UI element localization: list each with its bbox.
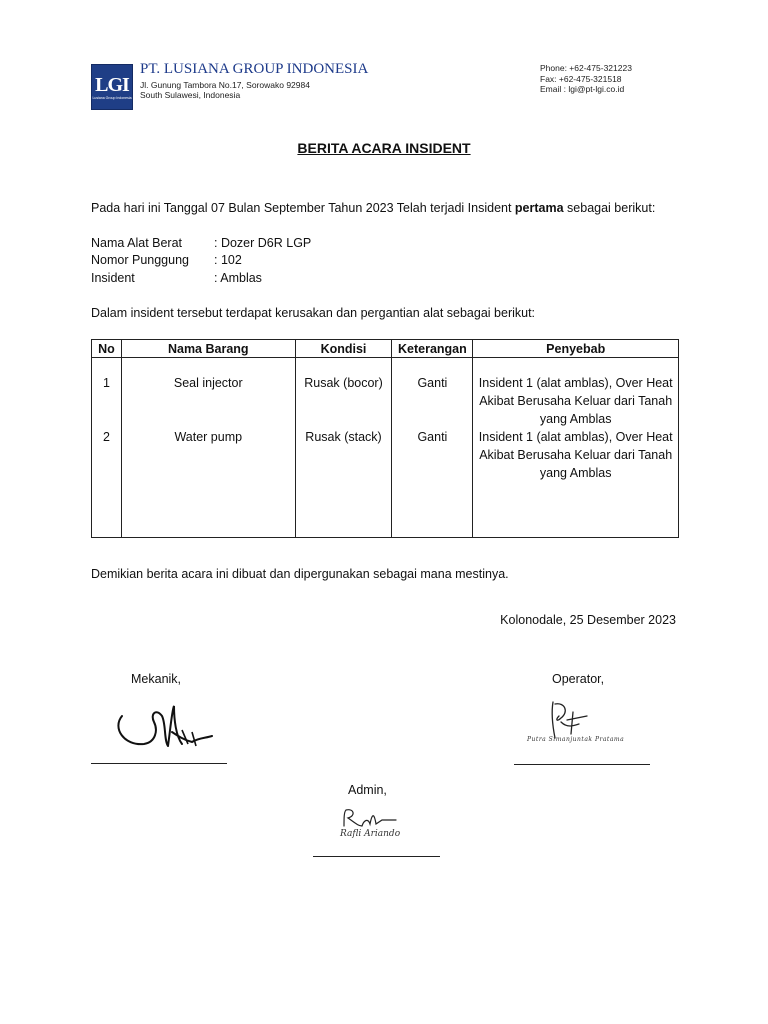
mechanic-signature (112, 702, 216, 750)
admin-signature-line (313, 856, 440, 857)
cell-no: 2 (92, 428, 122, 538)
address-line-2: South Sulawesi, Indonesia (140, 90, 241, 100)
operator-signature-line (514, 764, 650, 765)
cell-item: Seal injector (121, 358, 295, 429)
detail-key-equipment: Nama Alat Berat (91, 236, 183, 250)
intro-text-before: Pada hari ini Tanggal 07 Bulan September Tahun 2023 Telah terjadi Insident (91, 201, 515, 215)
phone-text: Phone: +62-475-321223 (540, 63, 632, 73)
detail-value-unit-number: : 102 (214, 253, 242, 267)
company-address (140, 80, 310, 100)
cell-note: Ganti (392, 358, 473, 429)
place-date: Kolonodale, 25 Desember 2023 (500, 613, 676, 627)
cell-cause: Insident 1 (alat amblas), Over Heat Akibat Berusaha Keluar dari Tanah yang Amblas (473, 428, 679, 538)
table-header-row (92, 340, 679, 358)
company-name: PT. LUSIANA GROUP INDONESIA (140, 61, 369, 77)
mechanic-label: Mekanik, (131, 672, 182, 686)
detail-key-incident: Insident (91, 271, 135, 285)
col-header-no: No (92, 340, 122, 358)
admin-handwritten-name: Rafli Ariando (340, 829, 401, 839)
intro-text-after: sebagai berikut: (563, 201, 656, 215)
intro-paragraph (91, 201, 655, 215)
table-row (92, 358, 679, 429)
cell-item: Water pump (121, 428, 295, 538)
operator-handwritten-name: Putra Simanjuntak Pratama (527, 736, 625, 743)
address-line-1: Jl. Gunung Tambora No.17, Sorowako 92984 (140, 80, 310, 90)
damage-table (91, 339, 679, 538)
col-header-cause: Penyebab (473, 340, 679, 358)
detail-value-incident: : Amblas (214, 271, 262, 285)
mechanic-signature-line (91, 763, 227, 764)
document-title: BERITA ACARA INSIDENT (297, 140, 471, 156)
company-contact (540, 63, 632, 95)
cell-note: Ganti (392, 428, 473, 538)
col-header-condition: Kondisi (295, 340, 392, 358)
col-header-item: Nama Barang (121, 340, 295, 358)
cell-no: 1 (92, 358, 122, 429)
cell-cause: Insident 1 (alat amblas), Over Heat Akibat Berusaha Keluar dari Tanah yang Amblas (473, 358, 679, 429)
detail-key-unit-number: Nomor Punggung (91, 253, 189, 267)
cell-condition: Rusak (bocor) (295, 358, 392, 429)
company-logo (91, 64, 133, 110)
col-header-note: Keterangan (392, 340, 473, 358)
logo-mark: LGI (95, 73, 129, 96)
table-intro: Dalam insident tersebut terdapat kerusakan dan pergantian alat sebagai berikut: (91, 306, 536, 320)
logo-caption: Lusiana Group Indonesia (92, 95, 132, 100)
cell-condition: Rusak (stack) (295, 428, 392, 538)
email-text: Email : lgi@pt-lgi.co.id (540, 84, 625, 94)
table-row (92, 428, 679, 538)
operator-label: Operator, (552, 672, 605, 686)
admin-label: Admin, (348, 783, 387, 797)
intro-emphasis: pertama (514, 201, 564, 215)
fax-text: Fax: +62-475-321518 (540, 73, 622, 84)
closing-statement: Demikian berita acara ini dibuat dan dipergunakan sebagai mana mestinya. (91, 567, 509, 581)
detail-value-equipment: : Dozer D6R LGP (214, 236, 312, 250)
